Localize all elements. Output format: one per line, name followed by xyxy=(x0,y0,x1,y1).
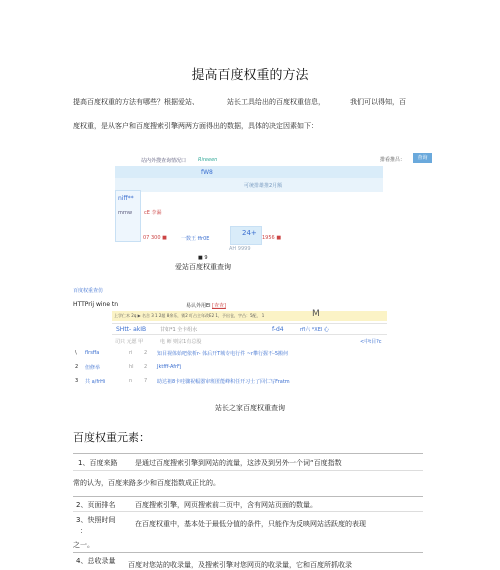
row-c1: hl xyxy=(129,364,134,370)
fig2-stats-b: 甘如*1 全卡组水 xyxy=(160,327,198,333)
fig1-brand: Rireeen xyxy=(198,157,218,163)
section-title: 百度权重元素： xyxy=(73,431,150,444)
fig2-yellow-text: 上学仁木 2q ▶ 名合 3 1 2超 8余乐，锁2 叮占主年改E2 1，予出仓，字凸：5配， 1 xyxy=(114,313,265,318)
factor-1-label: 1、百度来路 xyxy=(78,459,118,467)
factor-1-text: 是通过百度搜索引擎到网站的流量，这涉及到另外一个词“百度指数 xyxy=(135,459,342,467)
fig1-right-label: 排看推吕： xyxy=(380,157,406,163)
row-name[interactable]: flrsffa xyxy=(85,350,100,356)
fig1-top-bar xyxy=(115,166,383,178)
row-c2: 7 xyxy=(144,378,148,384)
factor-3-text: 在百度权重中，基本处于最低分值的条件，只能作为反映网站活跃度的表现 xyxy=(135,520,366,528)
fig1-left-small: mrnw xyxy=(118,210,133,216)
factor-3-label: 3、快照时间 xyxy=(76,516,116,524)
fig2-http-mid: 易认外用El xyxy=(186,303,211,309)
row-no: 2 xyxy=(75,364,79,370)
fig2-caption: 站长之家百度权重查询 xyxy=(215,404,285,412)
row-c2: 2 xyxy=(144,364,148,370)
fig1-bar-sub: 可统排雄推2月额 xyxy=(244,183,283,189)
fig1-bar-label: fW8 xyxy=(201,169,213,176)
factor-2-label: 2、页面排名 xyxy=(76,501,116,509)
intro-line2: 度权重，是从客户和百度搜索引擎两两方面得出的数据，具体的决定因素如下： xyxy=(73,122,318,130)
fig2-tag: 百度权重查仿 xyxy=(73,288,104,294)
fig1-mid-label: cE 李漏 xyxy=(144,210,162,216)
intro-line1-a: 提高百度权重的方法有哪些？根据爱站、 xyxy=(73,98,199,106)
factor-2-text: 百度搜索引擎，网页搜索前二页中，含有网站页面的数量。 xyxy=(135,501,317,509)
fig2-sub-c[interactable]: <中t目?c xyxy=(360,339,382,345)
fig1-badge: 24+ xyxy=(242,229,257,237)
fig2-stats-c: f-d4 xyxy=(272,326,284,333)
row-c1: ri xyxy=(129,350,133,356)
page-title: 提高百度权重的方法 xyxy=(191,68,309,83)
factor-3-colon: ： xyxy=(80,527,87,535)
row-desc[interactable]: 助达祖8卡哇骤祝幅器审班匿能峰积任开习士了回仁写Fratm xyxy=(157,379,290,385)
fig1-caption: 爱站百度权重查询 xyxy=(175,263,231,271)
fig1-badge-sub: AH 9999 xyxy=(229,246,251,252)
row-name[interactable]: 但修举 xyxy=(85,365,101,371)
fig1-mid-row-a: 07 300 ■ xyxy=(143,235,167,241)
fig2-check-link[interactable]: [查查] xyxy=(212,303,226,309)
fig2-sub-b: 电 师 则宗1有总股 xyxy=(160,339,202,345)
row-no: 3 xyxy=(75,378,79,384)
intro-line1-c: 我们可以得知，百 xyxy=(350,98,406,106)
fig1-right-row: 1956 ■ xyxy=(262,235,282,241)
fig1-mid-row-b: 一数王 ffr0E xyxy=(181,236,210,242)
fig2-yellow-m: M xyxy=(312,309,320,319)
intro-line1-b: 站长工具给出的百度权重信息， xyxy=(227,98,325,106)
row-c2: 2 xyxy=(144,350,148,356)
fig1-header-left: 站内外搜查询情况口 xyxy=(141,158,187,164)
factor-4-label: 4、总收录量 xyxy=(76,557,116,565)
fig2-stats-d: rfl六 *XEl 心 xyxy=(300,327,329,333)
fig1-left-big: niff** xyxy=(118,195,134,202)
fig1-query-button[interactable]: 查询 xyxy=(413,153,432,163)
factor-1-cont: 常的认为，百度来路多少和百度指数成正比的。 xyxy=(73,479,220,487)
fig1-caption-small: ■ 9 xyxy=(198,255,208,261)
row-no: \ xyxy=(75,350,77,356)
factor-3-cont: 之一。 xyxy=(73,541,94,549)
row-desc[interactable]: Jktfff-AfrFj xyxy=(157,364,182,370)
row-desc[interactable]: 知目视体始吧依析r- 体后开T城专电行件 ~r攀行握不-5搬何 xyxy=(157,351,289,357)
fig2-http-label: HTTPrij wine tn xyxy=(73,301,119,308)
fig2-sub-a: 司只 元愿 甲 xyxy=(115,339,144,345)
fig2-stats-a: SHtt- akIB xyxy=(116,326,147,333)
factor-4-text: 百度对您站的收录量，及搜索引擎对您网页的收录量，它和百度所抓收录 xyxy=(128,561,352,569)
row-name[interactable]: 共 a/frHi xyxy=(85,379,106,385)
row-c1: n xyxy=(129,378,133,384)
